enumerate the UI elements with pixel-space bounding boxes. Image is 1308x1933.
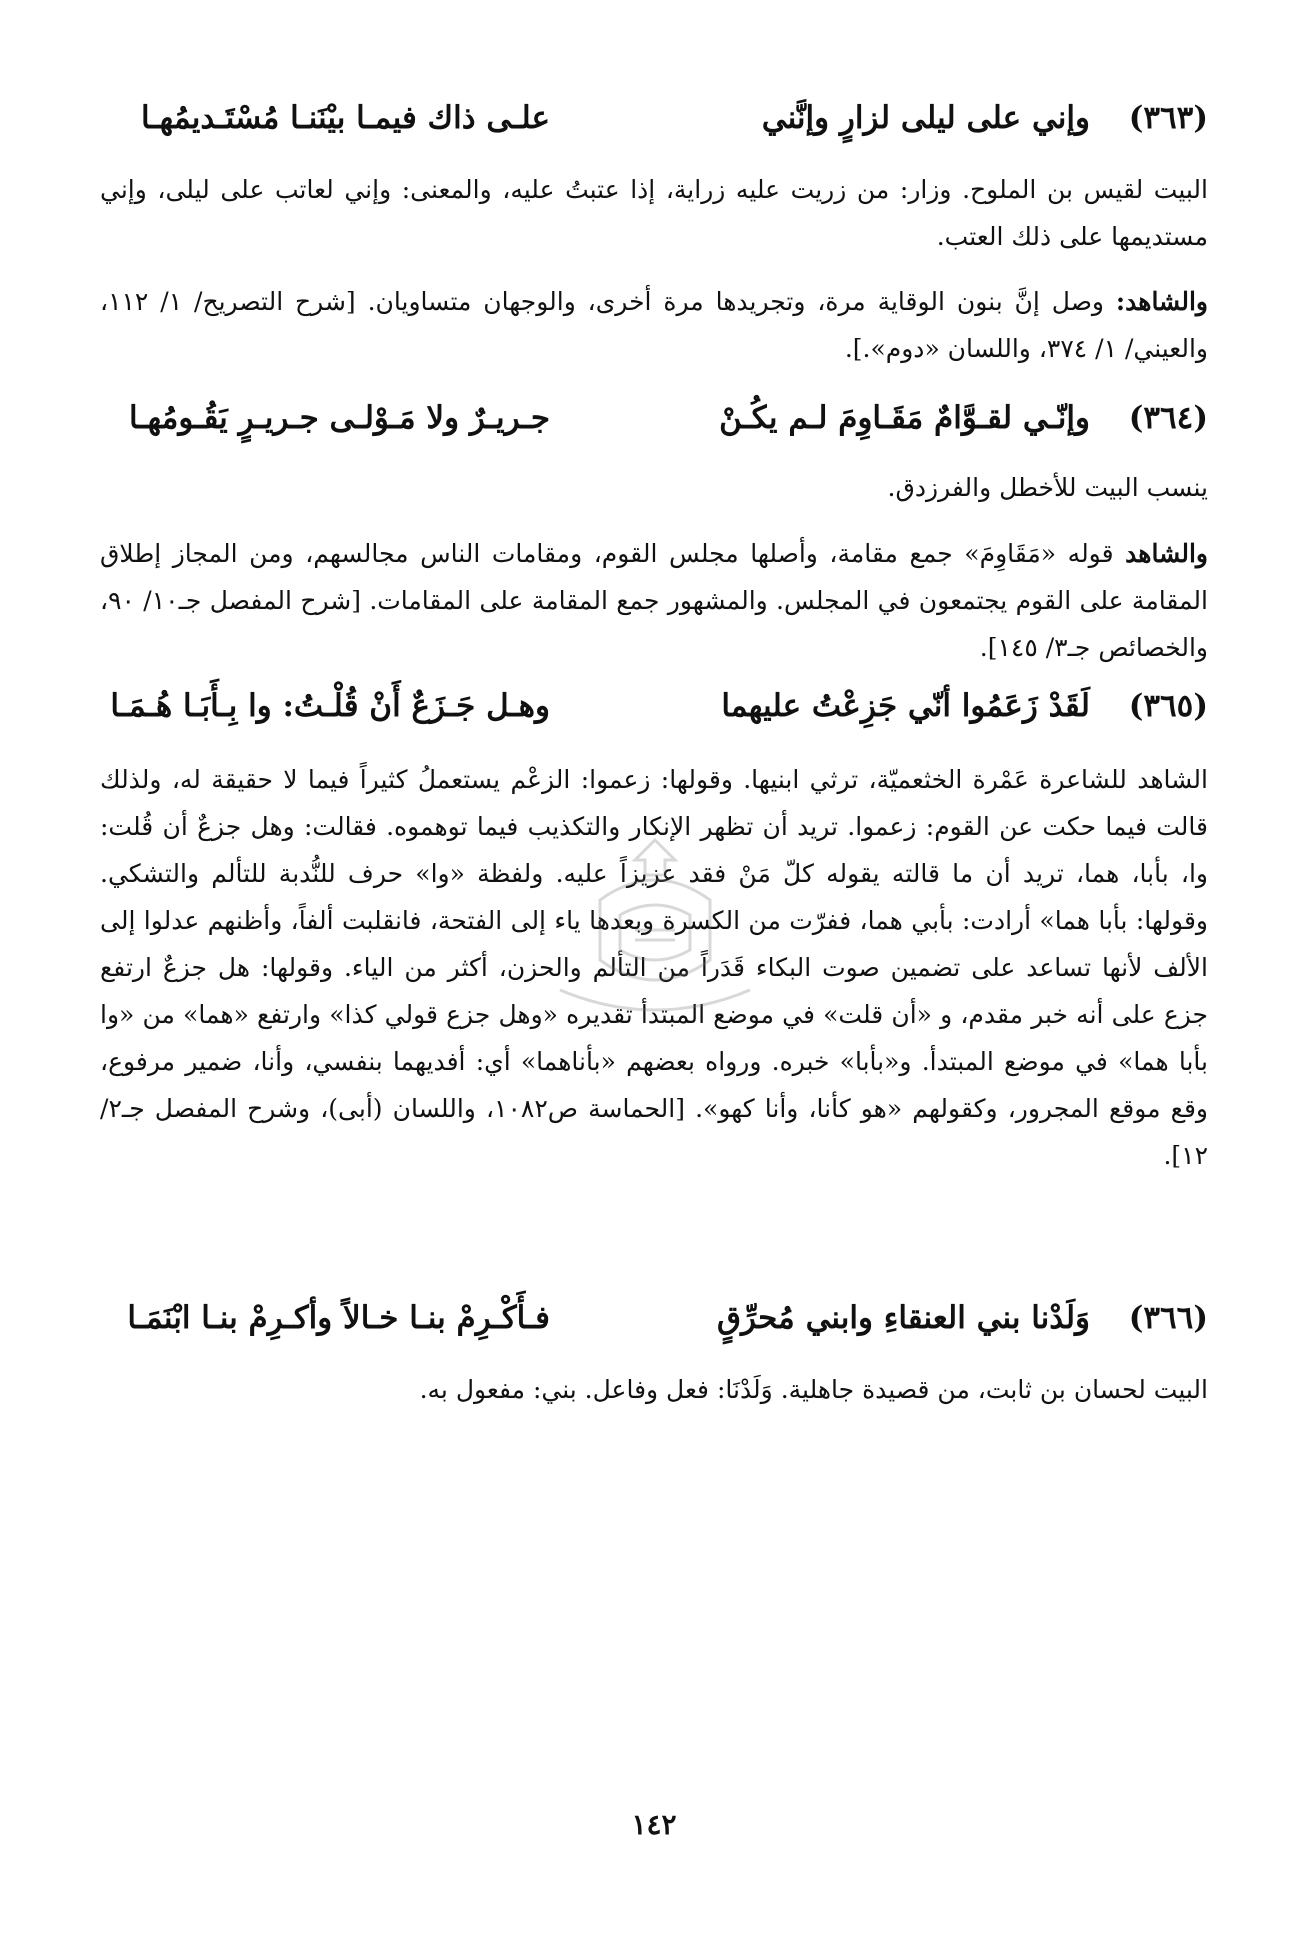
shahid-text: وصل إنَّ بنون الوقاية مرة، وتجريدها مرة أخرى، والوجهان متساويان. [شرح التصريح/ ١/ ١١٢، والعيني/ ١/ ٣٧٤، واللسان «دوم».]. xyxy=(100,287,1208,363)
commentary-paragraph-shahid xyxy=(100,278,1208,372)
verse-second-hemistich: جـريـرٌ ولا مَـوْلـى جـريـرٍ يَقُـومُهـا xyxy=(128,400,550,436)
verse-first-hemistich: لَقَدْ زَعَمُوا أنّي جَزِعْتُ عليهما xyxy=(721,688,1090,724)
verse-second-hemistich: وهـل جَـزَعٌ أَنْ قُلْـتُ: وا بِـأَبَـا هُـمَـا xyxy=(110,688,550,724)
verse-364 xyxy=(100,400,1208,450)
commentary-paragraph-shahid xyxy=(100,530,1208,671)
shahid-text: قوله «مَقَاوِمَ» جمع مقامة، وأصلها مجلس القوم، ومقامات الناس مجالسهم، ومن المجاز إطلاق المقامة على القوم يجتمعون في المجلس. والمشهور جمع المقامة على المقامات. [شرح المفصل جـ١٠/ ٩٠، والخصائص جـ٣/ ١٤٥]. xyxy=(100,539,1208,662)
library-seal-watermark-icon xyxy=(540,830,770,1030)
verse-first-hemistich: وَلَدْنا بني العنقاءِ وابني مُحرِّقٍ xyxy=(717,1300,1090,1336)
shahid-label: والشاهد xyxy=(1125,539,1209,568)
verse-number: (٣٦٣) xyxy=(1128,100,1208,136)
verse-second-hemistich: علـى ذاك فيمـا بيْنَنـا مُسْتَـديمُهـا xyxy=(141,100,550,136)
verse-first-hemistich: وإني على ليلى لزارٍ وإنَّني xyxy=(761,100,1090,136)
page-number: ١٤٢ xyxy=(631,1808,677,1841)
commentary-paragraph: البيت لحسان بن ثابت، من قصيدة جاهلية. وَلَدْنَا: فعل وفاعل. بني: مفعول به. xyxy=(419,1375,1208,1404)
verse-number: (٣٦٥) xyxy=(1128,688,1208,724)
verse-number: (٣٦٦) xyxy=(1128,1300,1208,1336)
verse-363 xyxy=(100,100,1208,150)
shahid-label: والشاهد: xyxy=(1115,287,1208,316)
verse-second-hemistich: فـأَكْـرِمْ بنـا خـالاً وأكـرِمْ بنـا ابْنَمَـا xyxy=(127,1300,550,1336)
commentary-paragraph: الشاهد للشاعرة عَمْرة الخثعميّة، ترثي ابنيها. وقولها: زعموا: الزعْم يستعملُ كثيراً فيما لا حقيقة له، ولذلك قالت فيما حكت عن القوم: زعموا. تريد أن تظهر الإنكار والتكذيب فيما توهموه. فقالت: وهل جزعٌ أن قُلت: وا، بأبا، هما، تريد أن ما قالته يقوله كلّ مَنْ فقد عزيزاً عليه. ولفظة «وا» حرف للنُّدبة للتألم والتشكي. وقولها: بأبا هما» أرادت: بأبي هما، ففرّت من الكسرة وبعدها ياء إلى الفتحة، فانقلبت ألفاً، وأظنهم عدلوا إلى الألف لأنها تساعد على تضمين صوت البكاء قَدَراً من التألم والحزن، أكثر من الياء. وقولها: هل جزعٌ ارتفع جزع على أنه خبر مقدم، و «أن قلت» في موضع المبتدأ تقديره «وهل جزع قولي كذا» وارتفع «هما» من «وا بأبا هما» في موضع المبتدأ. و«بأبا» خبره. ورواه بعضهم «بأناهما» أي: أفديهما بنفسي، وأنا، ضمير مرفوع، وقع موقع المجرور، وكقولهم «هو كأنا، وأنا كهو». [الحماسة ص١٠٨٢، واللسان (أبى)، وشرح المفصل جـ٢/ ١٢]. xyxy=(100,765,1208,1170)
commentary-paragraph: ينسب البيت للأخطل والفرزدق. xyxy=(887,473,1208,502)
commentary-paragraph: البيت لقيس بن الملوح. وزار: من زريت عليه زراية، إذا عتبتُ عليه، والمعنى: وإني لعاتب على ليلى، وإني مستديمها على ذلك العتب. xyxy=(100,175,1208,251)
verse-365 xyxy=(100,688,1208,738)
verse-number: (٣٦٤) xyxy=(1128,400,1208,436)
verse-first-hemistich: وإنّـي لقـوَّامٌ مَقَـاوِمَ لـم يكُـنْ xyxy=(719,400,1090,436)
verse-366 xyxy=(100,1300,1208,1350)
